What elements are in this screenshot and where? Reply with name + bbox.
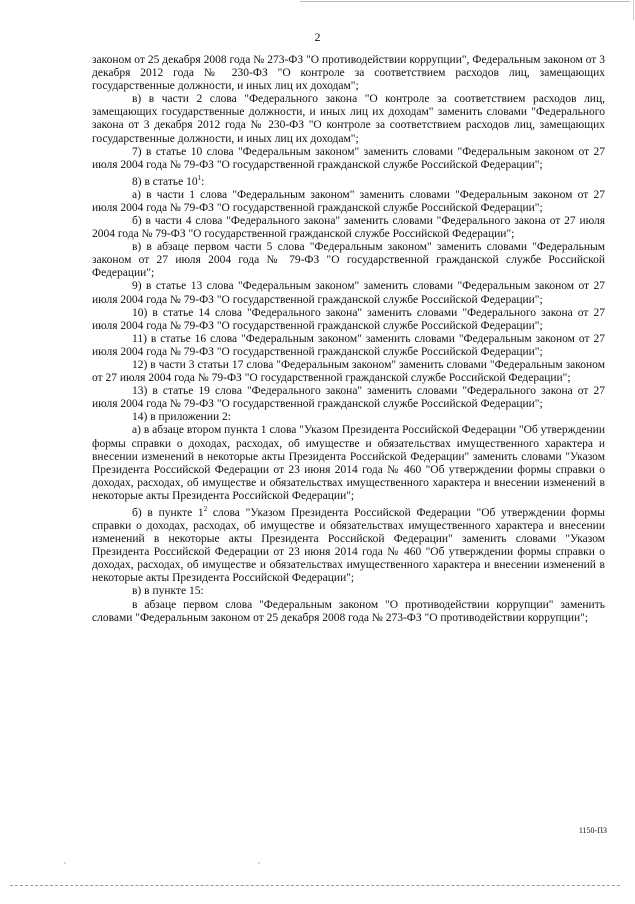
paragraph bbox=[92, 333, 605, 359]
paragraph bbox=[92, 54, 605, 93]
paragraph-text: в абзаце первом слова "Федеральным законом "О противодействии коррупции" заменить словами "Федеральным законом от 25 декабря 2008 года № 273-ФЗ "О противодействии коррупции"; bbox=[92, 598, 605, 624]
paragraph-text: а) в части 1 слова "Федеральным законом" заменить словами "Федеральным законом от 27 июля 2004 года № 79-ФЗ "О государственной гражданской службе Российской Федерации"; bbox=[92, 188, 605, 214]
paragraph-text: б) в части 4 слова "Федерального закона" заменить словами "Федерального закона от 27 июля 2004 года № 79-ФЗ "О государственной гражданской службе Российской Федерации"; bbox=[92, 214, 605, 241]
paragraph-text: 12) в части 3 статьи 17 слова "Федеральным законом" заменить словами "Федеральным законом от 27 июля 2004 года № 79-ФЗ "О государственной гражданской службе Российской Федерации"; bbox=[92, 358, 605, 385]
scan-edge-line-top bbox=[300, 1, 630, 2]
scan-edge-line-bottom bbox=[10, 885, 620, 886]
paragraph-text: 14) в приложении 2: bbox=[132, 411, 231, 424]
paragraph bbox=[92, 189, 605, 215]
paragraph bbox=[92, 146, 605, 172]
paragraph-text: 10) в статье 14 слова "Федерального закона" заменить словами "Федерального закона от 27 июля 2004 года № 79-ФЗ "О государственной гражданской службе Российской Федерации"; bbox=[92, 306, 605, 332]
scan-edge-mark bbox=[633, 0, 634, 20]
page-number: 2 bbox=[314, 30, 321, 44]
paragraph-text: 11) в статье 16 слова "Федеральным законом" заменить словами "Федеральным законом от 27 июля 2004 года № 79-ФЗ "О государственной гражданской службе Российской Федерации"; bbox=[92, 332, 605, 358]
paragraph-text: 9) в статье 13 слова "Федеральным законом" заменить словами "Федеральным законом от 27 июля 2004 года № 79-ФЗ "О государственной гражданской службе Российской Федерации"; bbox=[92, 280, 605, 306]
paragraph bbox=[92, 215, 605, 241]
paragraph-text: в) в абзаце первом части 5 слова "Федеральным законом" заменить словами "Федеральным законом от 27 июля 2004 года № 79-ФЗ "О государственной гражданской службе Российской Федерации"; bbox=[92, 241, 605, 280]
paragraph bbox=[92, 411, 605, 424]
paragraph-text: б) в пункте 1 bbox=[132, 506, 204, 519]
paragraph-text: 8) в статье 10 bbox=[132, 175, 198, 188]
paragraph-text: 13) в статье 19 слова "Федерального закона" заменить словами "Федерального закона от 27 июля 2004 года № 79-ФЗ "О государственной гражданской службе Российской Федерации"; bbox=[92, 385, 605, 411]
paragraph bbox=[92, 424, 605, 503]
paragraph-text: 7) в статье 10 слова "Федеральным законом" заменить словами "Федеральным законом от 27 июля 2004 года № 79-ФЗ "О государственной гражданской службе Российской Федерации"; bbox=[92, 145, 605, 171]
paragraph-text: в) в пункте 15: bbox=[132, 585, 204, 598]
paragraph-text: а) в абзаце втором пункта 1 слова "Указом Президента Российской Федерации "Об утверждении формы справки о доходах, расходах, об имуществе и обязательствах имущественного характера и внесении изменений в некоторые акты Президента Российской Федерации" заменить словами "Указом Президента Российской Федерации от 23 июня 2014 года № 460 "Об утверждении формы справки о доходах, расходах, об имуществе и обязательствах имущественного характера и внесении изменений в некоторые акты Президента Российской Федерации"; bbox=[92, 424, 605, 502]
paragraph bbox=[92, 93, 605, 145]
paragraph bbox=[92, 385, 605, 411]
paragraph-text: в) в части 2 слова "Федерального закона "О контроле за соответствием расходов лиц, замещающих государственные должности, и иных лиц их доходам" заменить словами "Федерального закона от 3 декабря 2012 года № 230-ФЗ "О контроле за соответствием расходов лиц, замещающих государственные должности, и иных лиц их доходам"; bbox=[92, 93, 605, 145]
paragraph-text: законом от 25 декабря 2008 года № 273-ФЗ "О противодействии коррупции", Федеральным законом от 3 декабря 2012 года № 230-ФЗ "О контроле за соответствием расходов лиц, замещающих государственные должности, и иных лиц их доходам"; bbox=[92, 54, 605, 93]
paragraph bbox=[92, 172, 605, 189]
paragraph-text-tail: : bbox=[201, 175, 205, 188]
paragraph bbox=[92, 359, 605, 385]
paragraph bbox=[92, 307, 605, 333]
paragraph bbox=[92, 599, 605, 625]
document-body bbox=[92, 54, 605, 625]
paragraph bbox=[92, 585, 605, 598]
paragraph-superscript: 1 bbox=[197, 173, 202, 182]
paragraph bbox=[92, 503, 605, 585]
document-code: 1150-ПЗ bbox=[578, 826, 607, 835]
scan-speck bbox=[64, 862, 66, 864]
paragraph bbox=[92, 280, 605, 306]
paragraph-superscript: 2 bbox=[203, 505, 208, 514]
paragraph bbox=[92, 241, 605, 280]
scan-speck bbox=[258, 862, 260, 864]
paragraph-text-tail: слова "Указом Президента Российской Федерации "Об утверждении формы справки о доходах, расходах, об имуществе и обязательствах имущественного характера и внесении изменений в некоторые акты Президента Российской Федерации" заменить словами "Указом Президента Российской Федерации от 23 июня 2014 года № 460 "Об утверждении формы справки о доходах, расходах, об имуществе и обязательствах имущественного характера и внесении изменений в некоторые акты Президента Российской Федерации"; bbox=[92, 506, 605, 585]
